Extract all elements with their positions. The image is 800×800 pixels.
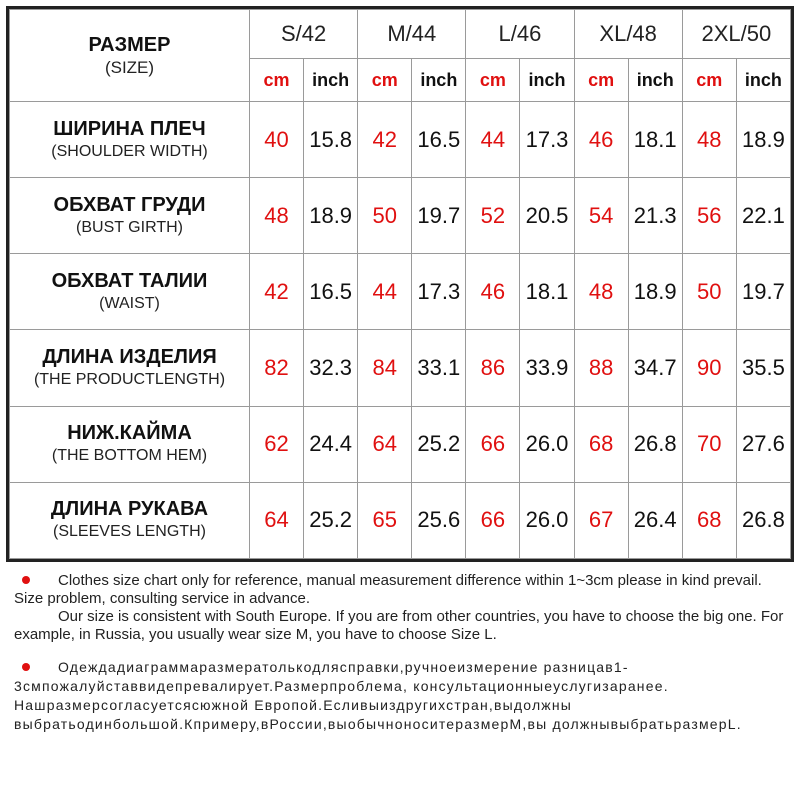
unit-inch-header: inch: [736, 59, 790, 102]
measurement-label-ru: ШИРИНА ПЛЕЧ: [53, 117, 206, 140]
measurement-label-cell: [10, 254, 250, 330]
bullet-icon: [22, 576, 30, 584]
measurement-label-ru: НИЖ.КАЙМА: [67, 422, 192, 445]
value-inch: 18.9: [304, 178, 358, 254]
size-column-header: L/46: [466, 10, 574, 59]
table-row: [10, 254, 791, 330]
value-inch: 18.1: [628, 102, 682, 178]
value-inch: 18.9: [736, 102, 790, 178]
unit-cm-header: cm: [250, 59, 304, 102]
value-inch: 19.7: [412, 178, 466, 254]
size-column-header: S/42: [250, 10, 358, 59]
value-inch: 33.9: [520, 330, 574, 406]
value-inch: 34.7: [628, 330, 682, 406]
value-cm: 62: [250, 406, 304, 482]
size-header-title: РАЗМЕР: [88, 33, 171, 56]
value-inch: 22.1: [736, 178, 790, 254]
measurement-label-en: (THE BOTTOM HEM): [51, 447, 208, 465]
value-inch: 25.2: [304, 482, 358, 558]
value-cm: 88: [574, 330, 628, 406]
table-row: [10, 178, 791, 254]
value-cm: 64: [358, 406, 412, 482]
value-cm: 66: [466, 406, 520, 482]
value-inch: 26.4: [628, 482, 682, 558]
size-header-subtitle: (SIZE): [104, 57, 155, 77]
value-inch: 18.1: [520, 254, 574, 330]
value-cm: 90: [682, 330, 736, 406]
measurement-label-cell: [10, 482, 250, 558]
value-inch: 33.1: [412, 330, 466, 406]
value-cm: 52: [466, 178, 520, 254]
unit-cm-header: cm: [574, 59, 628, 102]
value-cm: 82: [250, 330, 304, 406]
unit-inch-header: inch: [628, 59, 682, 102]
value-cm: 56: [682, 178, 736, 254]
unit-cm-header: cm: [358, 59, 412, 102]
unit-inch-header: inch: [304, 59, 358, 102]
value-cm: 68: [682, 482, 736, 558]
value-cm: 64: [250, 482, 304, 558]
measurement-label-cell: [10, 102, 250, 178]
value-cm: 42: [358, 102, 412, 178]
measurement-label-en: (SLEEVES LENGTH): [53, 523, 206, 541]
value-cm: 44: [466, 102, 520, 178]
value-inch: 16.5: [412, 102, 466, 178]
note-english: [14, 572, 794, 644]
value-inch: 15.8: [304, 102, 358, 178]
value-cm: 84: [358, 330, 412, 406]
unit-inch-header: inch: [412, 59, 466, 102]
value-cm: 48: [250, 178, 304, 254]
value-cm: 48: [574, 254, 628, 330]
measurement-label-ru: ОБХВАТ ГРУДИ: [53, 193, 206, 216]
unit-cm-header: cm: [682, 59, 736, 102]
value-cm: 46: [466, 254, 520, 330]
size-header-cell: [10, 10, 250, 102]
value-inch: 27.6: [736, 406, 790, 482]
value-cm: 44: [358, 254, 412, 330]
value-cm: 48: [682, 102, 736, 178]
measurement-label-en: (THE PRODUCTLENGTH): [33, 371, 226, 389]
value-inch: 26.0: [520, 482, 574, 558]
value-cm: 40: [250, 102, 304, 178]
unit-inch-header: inch: [520, 59, 574, 102]
value-inch: 18.9: [628, 254, 682, 330]
value-inch: 25.6: [412, 482, 466, 558]
value-inch: 26.0: [520, 406, 574, 482]
table-row: [10, 482, 791, 558]
size-table: [9, 9, 791, 559]
value-cm: 70: [682, 406, 736, 482]
measurement-label-en: (BUST GIRTH): [76, 218, 183, 236]
value-cm: 86: [466, 330, 520, 406]
measurement-label-en: (SHOULDER WIDTH): [51, 142, 208, 160]
value-inch: 20.5: [520, 178, 574, 254]
measurement-label-en: (WAIST): [99, 294, 160, 312]
value-inch: 17.3: [520, 102, 574, 178]
note-ru-line1: Одеждадиаграммаразмератолькодляспрaвки,ручноеизмерение разницав1-3смпожалуйставвидепревалирует.Размерпроблема, консультационныеуслугизаранее.: [14, 659, 669, 694]
value-cm: 50: [682, 254, 736, 330]
unit-cm-header: cm: [466, 59, 520, 102]
value-cm: 50: [358, 178, 412, 254]
value-inch: 26.8: [628, 406, 682, 482]
size-chart: [6, 6, 794, 562]
value-inch: 19.7: [736, 254, 790, 330]
measurement-label-ru: ОБХВАТ ТАЛИИ: [51, 269, 208, 292]
value-inch: 32.3: [304, 330, 358, 406]
value-cm: 46: [574, 102, 628, 178]
note-en-line1: Clothes size chart only for reference, manual measurement difference within 1~3cm please in kind prevail. Size problem, consulting service in advance.: [14, 572, 762, 607]
value-inch: 17.3: [412, 254, 466, 330]
value-inch: 25.2: [412, 406, 466, 482]
value-cm: 66: [466, 482, 520, 558]
value-cm: 67: [574, 482, 628, 558]
value-inch: 35.5: [736, 330, 790, 406]
measurement-label-ru: ДЛИНА РУКАВА: [50, 498, 209, 521]
note-en-line2: Our size is consistent with South Europe. If you are from other countries, you have to choose the big one. For example, in Russia, you usually wear size M, you have to choose Size L.: [14, 608, 784, 643]
value-cm: 68: [574, 406, 628, 482]
size-column-header: XL/48: [574, 10, 682, 59]
measurement-label-ru: ДЛИНА ИЗДЕЛИЯ: [42, 346, 217, 369]
bullet-icon: [22, 663, 30, 671]
value-inch: 21.3: [628, 178, 682, 254]
measurement-label-cell: [10, 406, 250, 482]
value-inch: 16.5: [304, 254, 358, 330]
table-row: [10, 102, 791, 178]
table-row: [10, 330, 791, 406]
table-row: [10, 406, 791, 482]
value-cm: 54: [574, 178, 628, 254]
size-column-header: 2XL/50: [682, 10, 790, 59]
value-cm: 65: [358, 482, 412, 558]
size-column-header: M/44: [358, 10, 466, 59]
note-ru-line2: Нашразмерсогласуетсясюжной Европой.Есливыиздругихстран,выдолжны выбратьодинбольшой.Кпримеру,вРоссии,выобычноноситеразмерM,вы должнывыбратьразмерL.: [14, 697, 742, 732]
value-inch: 24.4: [304, 406, 358, 482]
value-inch: 26.8: [736, 482, 790, 558]
measurement-label-cell: [10, 330, 250, 406]
value-cm: 42: [250, 254, 304, 330]
note-russian: [14, 658, 794, 734]
measurement-label-cell: [10, 178, 250, 254]
notes-section: [14, 572, 794, 748]
